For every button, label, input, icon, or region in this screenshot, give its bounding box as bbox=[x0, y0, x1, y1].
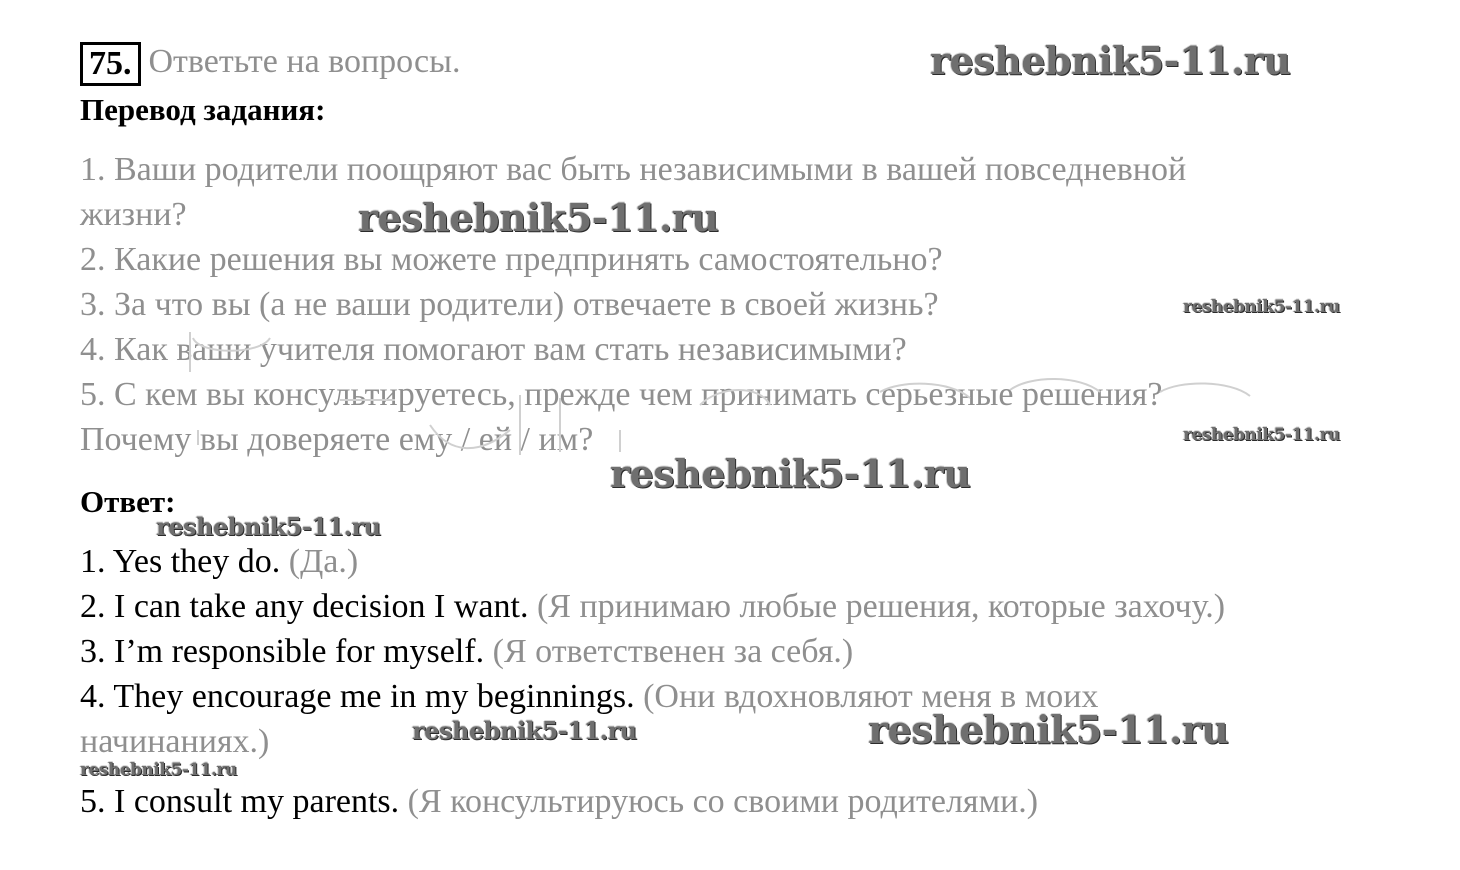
watermark-9: reshebnik5-11.ru bbox=[80, 760, 237, 780]
answer-5-english: 5. I consult my parents. bbox=[80, 783, 400, 820]
answer-2-english: 2. I can take any decision I want. bbox=[80, 588, 529, 625]
answer-2-russian: (Я принимаю любые решения, которые захочу.) bbox=[536, 588, 1226, 625]
translation-heading: Перевод задания: bbox=[80, 92, 326, 127]
answer-1-english: 1. Yes they do. bbox=[80, 543, 281, 580]
answer-4-russian: (Они вдохновляют меня в моих bbox=[643, 678, 1099, 715]
watermark-4: reshebnik5-11.ru bbox=[1183, 425, 1340, 445]
answer-item-2 bbox=[80, 587, 1225, 627]
answer-item-3 bbox=[80, 632, 853, 672]
exercise-number: 75. bbox=[80, 42, 141, 86]
answer-5-russian: (Я консультируюсь со своими родителями.) bbox=[407, 783, 1039, 820]
answer-item-5 bbox=[80, 782, 1038, 822]
answer-4-russian-cont: начинаниях.) bbox=[80, 723, 270, 760]
translation-line-1-cont: жизни? bbox=[80, 196, 187, 233]
watermark-6: reshebnik5-11.ru bbox=[156, 512, 381, 541]
answer-1-russian: (Да.) bbox=[288, 543, 359, 580]
answer-4-english: 4. They encourage me in my beginnings. bbox=[80, 678, 635, 715]
watermark-8: reshebnik5-11.ru bbox=[868, 707, 1229, 752]
watermark-2: reshebnik5-11.ru bbox=[358, 195, 719, 240]
answer-3-english: 3. I’m responsible for myself. bbox=[80, 633, 485, 670]
watermark-7: reshebnik5-11.ru bbox=[412, 716, 637, 745]
watermark-1: reshebnik5-11.ru bbox=[930, 38, 1291, 83]
exercise-instruction: Ответьте на вопросы. bbox=[148, 43, 461, 80]
answer-heading: Ответ: bbox=[80, 484, 176, 519]
translation-line-2: 2. Какие решения вы можете предпринять самостоятельно? bbox=[80, 241, 943, 278]
watermark-3: reshebnik5-11.ru bbox=[1183, 297, 1340, 317]
translation-line-3: 3. За что вы (а не ваши родители) отвечаете в своей жизнь? bbox=[80, 286, 939, 323]
translation-line-4: 4. Как ваши учителя помогают вам стать независимыми? bbox=[80, 331, 907, 368]
answer-item-1 bbox=[80, 542, 358, 582]
translation-line-5-cont: Почему вы доверяете ему / ей / им? bbox=[80, 421, 594, 458]
translation-line-5: 5. С кем вы консультируетесь, прежде чем принимать серьезные решения? bbox=[80, 376, 1163, 413]
translation-line-1: 1. Ваши родители поощряют вас быть независимыми в вашей повседневной bbox=[80, 151, 1187, 188]
watermark-5: reshebnik5-11.ru bbox=[610, 451, 971, 496]
answer-3-russian: (Я ответственен за себя.) bbox=[492, 633, 854, 670]
